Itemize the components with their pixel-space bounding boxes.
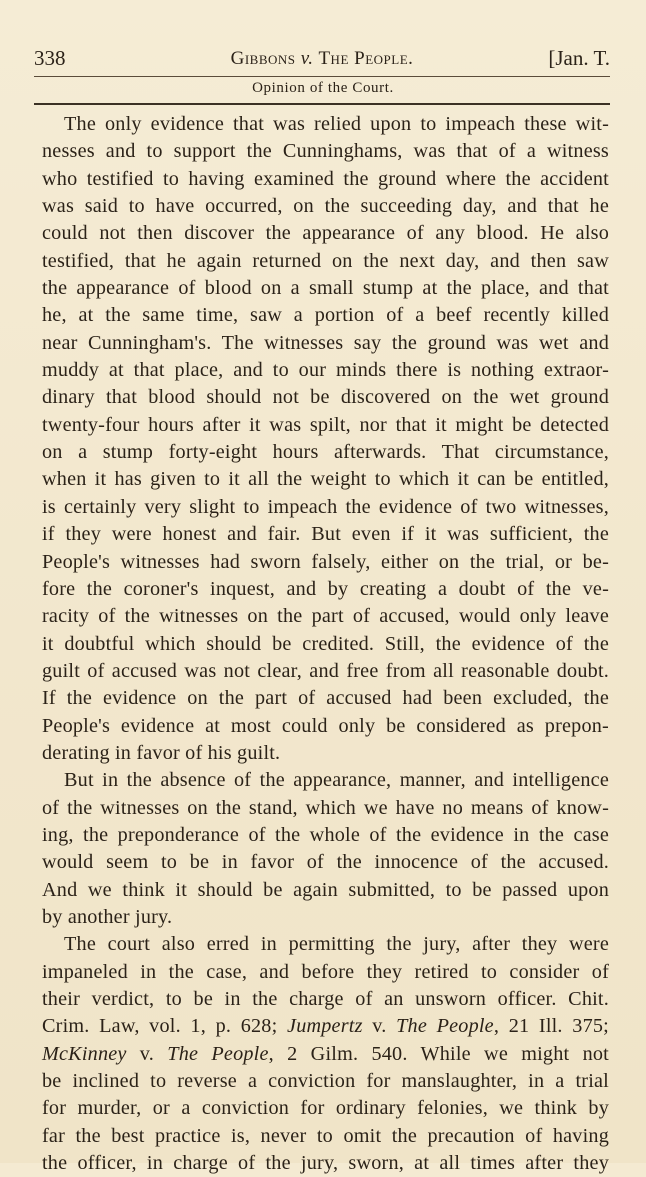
section-rule: [34, 103, 610, 105]
text-line: [42, 138, 609, 165]
text-line: [42, 220, 609, 247]
text-line: [42, 193, 609, 220]
text-line: [42, 1068, 609, 1095]
text-line: [42, 1150, 609, 1177]
text-line: [42, 439, 609, 466]
case-name-italic: McKinney: [42, 1042, 127, 1065]
running-title-v: v.: [300, 48, 314, 69]
text-segment: racity of the witnesses on the part of accused, would only leave: [42, 605, 609, 628]
body-text: [42, 111, 609, 1177]
text-segment: could not then discover the appearance of any blood. He also: [42, 222, 609, 245]
text-line: [42, 767, 609, 794]
text-segment: be inclined to reverse a conviction for manslaughter, in a trial: [42, 1070, 609, 1093]
text-segment: is certainly very slight to impeach the evidence of two witnesses,: [42, 495, 609, 518]
text-segment: by another jury.: [42, 905, 173, 928]
text-segment: who testified to having examined the ground where the accident: [42, 167, 609, 190]
text-line: [42, 549, 609, 576]
text-line: [42, 384, 609, 411]
text-line: [42, 631, 609, 658]
text-segment: would seem to be in favor of the innocence of the accused.: [42, 851, 609, 874]
text-segment: , 2 Gilm. 540. While we might not: [268, 1042, 609, 1065]
text-line: [42, 1095, 609, 1122]
text-line: [42, 330, 609, 357]
text-line: [42, 959, 609, 986]
text-segment: it doubtful which should be credited. Still, the evidence of the: [42, 632, 609, 655]
case-name-italic: The People: [396, 1015, 494, 1038]
text-line: [42, 275, 609, 302]
running-title-right: The People.: [318, 48, 414, 69]
text-line: [42, 466, 609, 493]
text-segment: the appearance of blood on a small stump at the place, and that: [42, 277, 609, 300]
text-line: [42, 1041, 609, 1068]
text-segment: muddy at that place, and to our minds there is nothing extraor-: [42, 359, 609, 382]
text-segment: v.: [126, 1042, 168, 1065]
text-line: [42, 740, 609, 767]
text-line: [42, 302, 609, 329]
text-line: [42, 822, 609, 849]
text-segment: nesses and to support the Cunninghams, was that of a witness: [42, 140, 609, 163]
text-line: [42, 357, 609, 384]
text-line: [42, 412, 609, 439]
text-segment: he, at the same time, saw a portion of a beef recently killed: [42, 304, 609, 327]
text-line: [42, 795, 609, 822]
text-line: [42, 1013, 609, 1040]
text-segment: the officer, in charge of the jury, sworn, at all times after they: [42, 1152, 609, 1175]
text-segment: People's evidence at most could only be considered as prepon-: [42, 714, 609, 737]
text-segment: impaneled in the case, and before they retired to consider of: [42, 960, 609, 983]
text-segment: ing, the preponderance of the whole of the evidence in the case: [42, 823, 609, 846]
text-segment: People's witnesses had sworn falsely, either on the trial, or be-: [42, 550, 609, 573]
case-name-italic: Jumpertz: [287, 1015, 363, 1038]
text-segment: when it has given to it all the weight to which it can be entitled,: [42, 468, 609, 491]
text-segment: , 21 Ill. 375;: [493, 1015, 609, 1038]
text-segment: And we think it should be again submitted, to be passed upon: [42, 878, 609, 901]
text-line: [42, 986, 609, 1013]
text-line: [42, 658, 609, 685]
section-heading: Opinion of the Court.: [252, 80, 394, 96]
text-line: [42, 931, 609, 958]
text-segment: fore the coroner's inquest, and by creating a doubt of the ve-: [42, 577, 609, 600]
text-segment: near Cunningham's. The witnesses say the ground was wet and: [42, 331, 609, 354]
text-segment: dinary that blood should not be discovered on the wet ground: [42, 386, 609, 409]
text-segment: their verdict, to be in the charge of an unsworn officer. Chit.: [42, 988, 609, 1010]
text-line: [42, 166, 609, 193]
text-segment: But in the absence of the appearance, manner, and intelligence: [64, 769, 609, 792]
text-line: [42, 494, 609, 521]
term-label: [Jan. T.: [548, 46, 610, 70]
text-line: [42, 904, 609, 931]
text-segment: Crim. Law, vol. 1, p. 628;: [42, 1015, 288, 1038]
text-segment: If the evidence on the part of accused had been excluded, the: [42, 687, 609, 710]
text-segment: if they were honest and fair. But even if it was sufficient, the: [42, 523, 609, 546]
header-rule: [34, 76, 610, 77]
text-line: [42, 849, 609, 876]
text-line: [42, 877, 609, 904]
text-segment: v.: [362, 1015, 397, 1038]
text-line: [42, 685, 609, 712]
text-line: [42, 248, 609, 275]
text-line: [42, 521, 609, 548]
text-line: [42, 713, 609, 740]
running-title-left: Gibbons: [230, 48, 296, 69]
text-segment: of the witnesses on the stand, which we have no means of know-: [42, 796, 609, 819]
running-header: [34, 46, 610, 76]
case-name-italic: The People: [167, 1042, 269, 1065]
text-segment: far the best practice is, never to omit the precaution of having: [42, 1124, 609, 1147]
text-line: [42, 576, 609, 603]
text-line: [42, 1123, 609, 1150]
text-segment: was said to have occurred, on the succeeding day, and that he: [42, 195, 609, 218]
text-line: [42, 111, 609, 138]
page-number: 338: [34, 46, 66, 70]
text-segment: on a stump forty-eight hours afterwards. That circumstance,: [42, 441, 609, 464]
text-line: [42, 603, 609, 630]
text-segment: twenty-four hours after it was spilt, nor that it might be detected: [42, 413, 609, 436]
running-title: [34, 48, 610, 70]
text-segment: testified, that he again returned on the next day, and then saw: [42, 249, 609, 272]
text-segment: The court also erred in permitting the jury, after they were: [64, 933, 609, 956]
text-segment: derating in favor of his guilt.: [42, 741, 281, 764]
text-segment: for murder, or a conviction for ordinary felonies, we think by: [42, 1097, 609, 1120]
text-segment: The only evidence that was relied upon to impeach these wit-: [64, 113, 609, 135]
text-segment: guilt of accused was not clear, and free from all reasonable doubt.: [42, 659, 609, 682]
